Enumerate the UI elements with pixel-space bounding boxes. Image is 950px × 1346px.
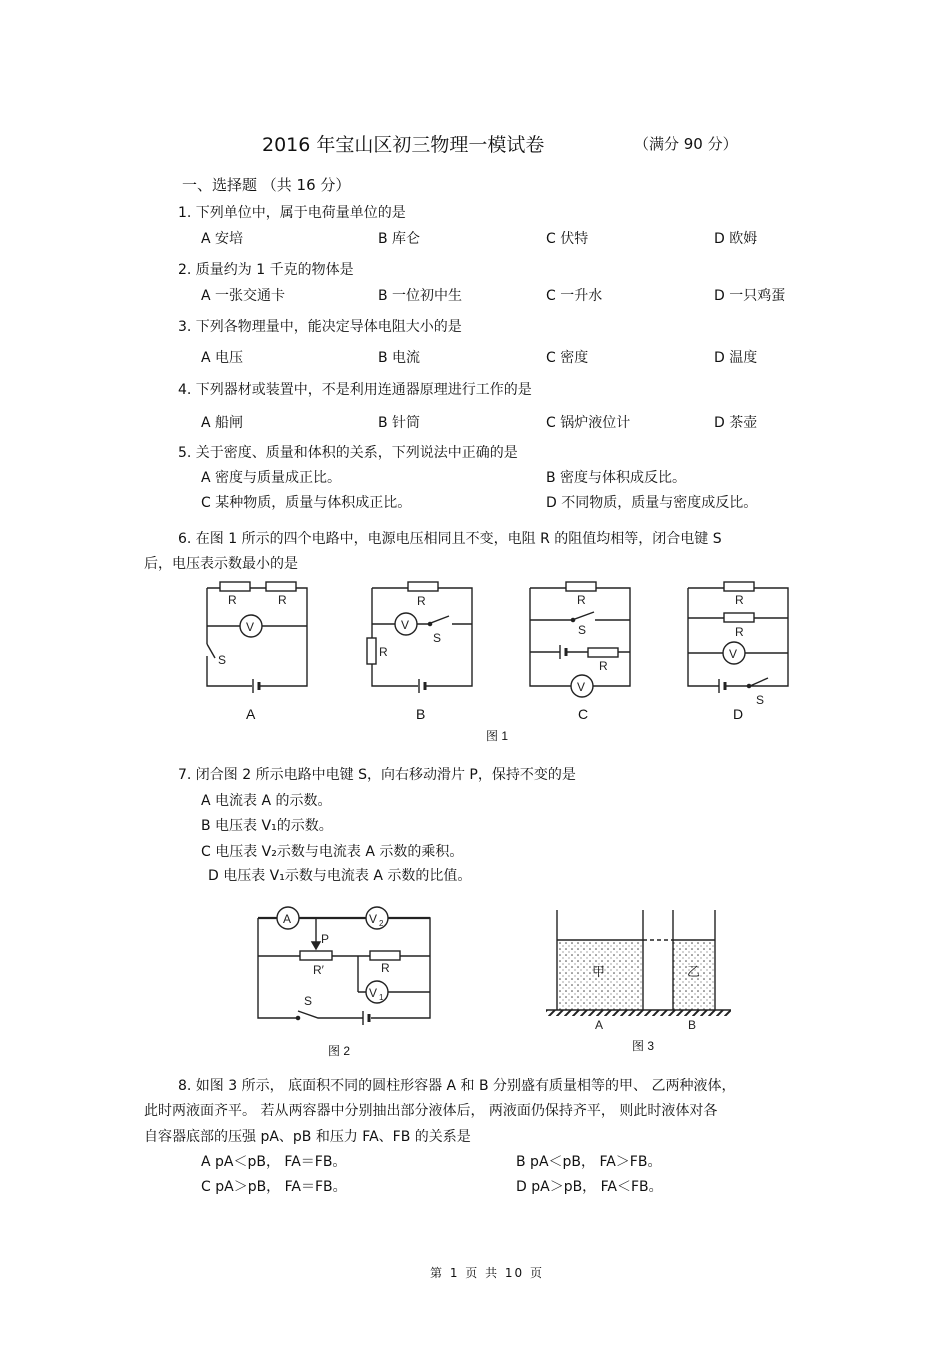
figure-1-circuits xyxy=(190,576,810,746)
circuit-a-label: A xyxy=(246,706,256,722)
q2-option-a: A 一张交通卡 xyxy=(201,288,286,304)
circuit-a-r2-label: R xyxy=(278,593,287,607)
circuit-a xyxy=(207,582,307,693)
circuit-b-r2-label: R xyxy=(379,645,388,659)
circuit-d-r1-label: R xyxy=(735,593,744,607)
slider-p-label: P xyxy=(321,932,330,946)
q1-stem: 1. 下列单位中，属于电荷量单位的是 xyxy=(178,205,406,221)
q5-option-a: A 密度与质量成正比。 xyxy=(201,470,342,486)
q1-option-c: C 伏特 xyxy=(546,231,589,247)
q3-option-c: C 密度 xyxy=(546,350,589,366)
q8-line3: 自容器底部的压强 pA、pB 和压力 FA、FB 的关系是 xyxy=(144,1129,471,1145)
voltmeter-v1-label: V xyxy=(369,986,378,1000)
liquid-b-label: 乙 xyxy=(687,964,701,979)
circuit-c-switch-label: S xyxy=(578,623,587,637)
switch-s-label: S xyxy=(304,994,313,1008)
circuit-b-label: B xyxy=(416,706,426,722)
voltmeter-v1-subscript: 1 xyxy=(379,993,384,1002)
q2-option-d: D 一只鸡蛋 xyxy=(714,288,786,304)
q4-option-d: D 茶壶 xyxy=(714,415,758,431)
q5-option-b: B 密度与体积成反比。 xyxy=(546,470,687,486)
circuit-c-r1-label: R xyxy=(577,593,586,607)
figure-1-caption: 图 1 xyxy=(486,729,509,743)
figure-2-circuit xyxy=(250,902,440,1062)
q1-option-a: A 安培 xyxy=(201,231,244,247)
q1-option-d: D 欧姆 xyxy=(714,231,758,247)
q2-option-c: C 一升水 xyxy=(546,288,603,304)
q4-stem: 4. 下列器材或装置中，不是利用连通器原理进行工作的是 xyxy=(178,382,532,398)
section-heading: 一、选择题 （共 16 分） xyxy=(182,176,351,194)
circuit-d-voltmeter-label: V xyxy=(729,647,738,661)
circuit-b-switch-label: S xyxy=(433,631,442,645)
q2-stem: 2. 质量约为 1 千克的物体是 xyxy=(178,262,354,278)
q6-stem-line2: 后，电压表示数最小的是 xyxy=(144,556,298,572)
page-title: 2016 年宝山区初三物理一模试卷 xyxy=(262,134,545,156)
q5-stem: 5. 关于密度、质量和体积的关系，下列说法中正确的是 xyxy=(178,445,518,461)
circuit-d-switch-label: S xyxy=(756,693,765,707)
q3-option-a: A 电压 xyxy=(201,350,244,366)
q3-option-d: D 温度 xyxy=(714,350,758,366)
q6-stem-line1: 6. 在图 1 所示的四个电路中，电源电压相同且不变，电阻 R 的阻值均相等，闭合电键 S xyxy=(178,531,722,547)
q4-option-b: B 针筒 xyxy=(378,415,421,431)
circuit-c-r2-label: R xyxy=(599,659,608,673)
q7-option-c: C 电压表 V₂示数与电流表 A 示数的乘积。 xyxy=(201,844,464,860)
liquid-a-label: 甲 xyxy=(592,964,606,979)
voltmeter-v2-label: V xyxy=(369,912,378,926)
q2-option-b: B 一位初中生 xyxy=(378,288,463,304)
q3-option-b: B 电流 xyxy=(378,350,421,366)
q8-option-c: C pA＞pB， FA＝FB。 xyxy=(201,1179,347,1195)
container-b-label: B xyxy=(688,1018,697,1032)
q4-option-a: A 船闸 xyxy=(201,415,244,431)
q7-option-b: B 电压表 V₁的示数。 xyxy=(201,818,333,834)
circuit-a-r1-label: R xyxy=(228,593,237,607)
circuit-c-label: C xyxy=(578,706,589,722)
voltmeter-v2-subscript: 2 xyxy=(379,919,384,928)
circuit-a-voltmeter-label: V xyxy=(246,620,255,634)
circuit-b-r1-label: R xyxy=(417,594,426,608)
q3-stem: 3. 下列各物理量中，能决定导体电阻大小的是 xyxy=(178,319,462,335)
figure-3-containers xyxy=(540,905,740,1055)
q7-option-d: D 电压表 V₁示数与电流表 A 示数的比值。 xyxy=(208,868,472,884)
resistor-r-label: R xyxy=(381,961,390,975)
q8-line2: 此时两液面齐平。 若从两容器中分别抽出部分液体后， 两液面仍保持齐平， 则此时液体对各 xyxy=(144,1103,718,1119)
page-footer: 第 1 页 共 10 页 xyxy=(430,1266,544,1280)
rheostat-label: R′ xyxy=(313,963,324,977)
q8-line1: 8. 如图 3 所示， 底面积不同的圆柱形容器 A 和 B 分别盛有质量相等的甲、 乙两种液体， xyxy=(178,1078,736,1094)
q8-option-d: D pA＞pB， FA＜FB。 xyxy=(516,1179,663,1195)
container-a-label: A xyxy=(595,1018,604,1032)
q1-option-b: B 库仑 xyxy=(378,231,421,247)
circuit-b-voltmeter-label: V xyxy=(401,618,410,632)
ammeter-label: A xyxy=(283,912,292,926)
circuit-c-voltmeter-label: V xyxy=(577,680,586,694)
q7-option-a: A 电流表 A 的示数。 xyxy=(201,793,332,809)
q8-option-b: B pA＜pB， FA＞FB。 xyxy=(516,1154,662,1170)
figure-3-caption: 图 3 xyxy=(632,1039,655,1053)
circuit-a-switch-label: S xyxy=(218,653,227,667)
q5-option-c: C 某种物质，质量与体积成正比。 xyxy=(201,495,412,511)
circuit-d-label: D xyxy=(733,706,744,722)
q5-option-d: D 不同物质，质量与密度成反比。 xyxy=(546,495,758,511)
q8-option-a: A pA＜pB， FA＝FB。 xyxy=(201,1154,347,1170)
circuit-d-r2-label: R xyxy=(735,625,744,639)
full-score-note: （满分 90 分） xyxy=(634,135,738,153)
figure-2-caption: 图 2 xyxy=(328,1044,351,1058)
q4-option-c: C 锅炉液位计 xyxy=(546,415,631,431)
q7-stem: 7. 闭合图 2 所示电路中电键 S，向右移动滑片 P，保持不变的是 xyxy=(178,767,576,783)
